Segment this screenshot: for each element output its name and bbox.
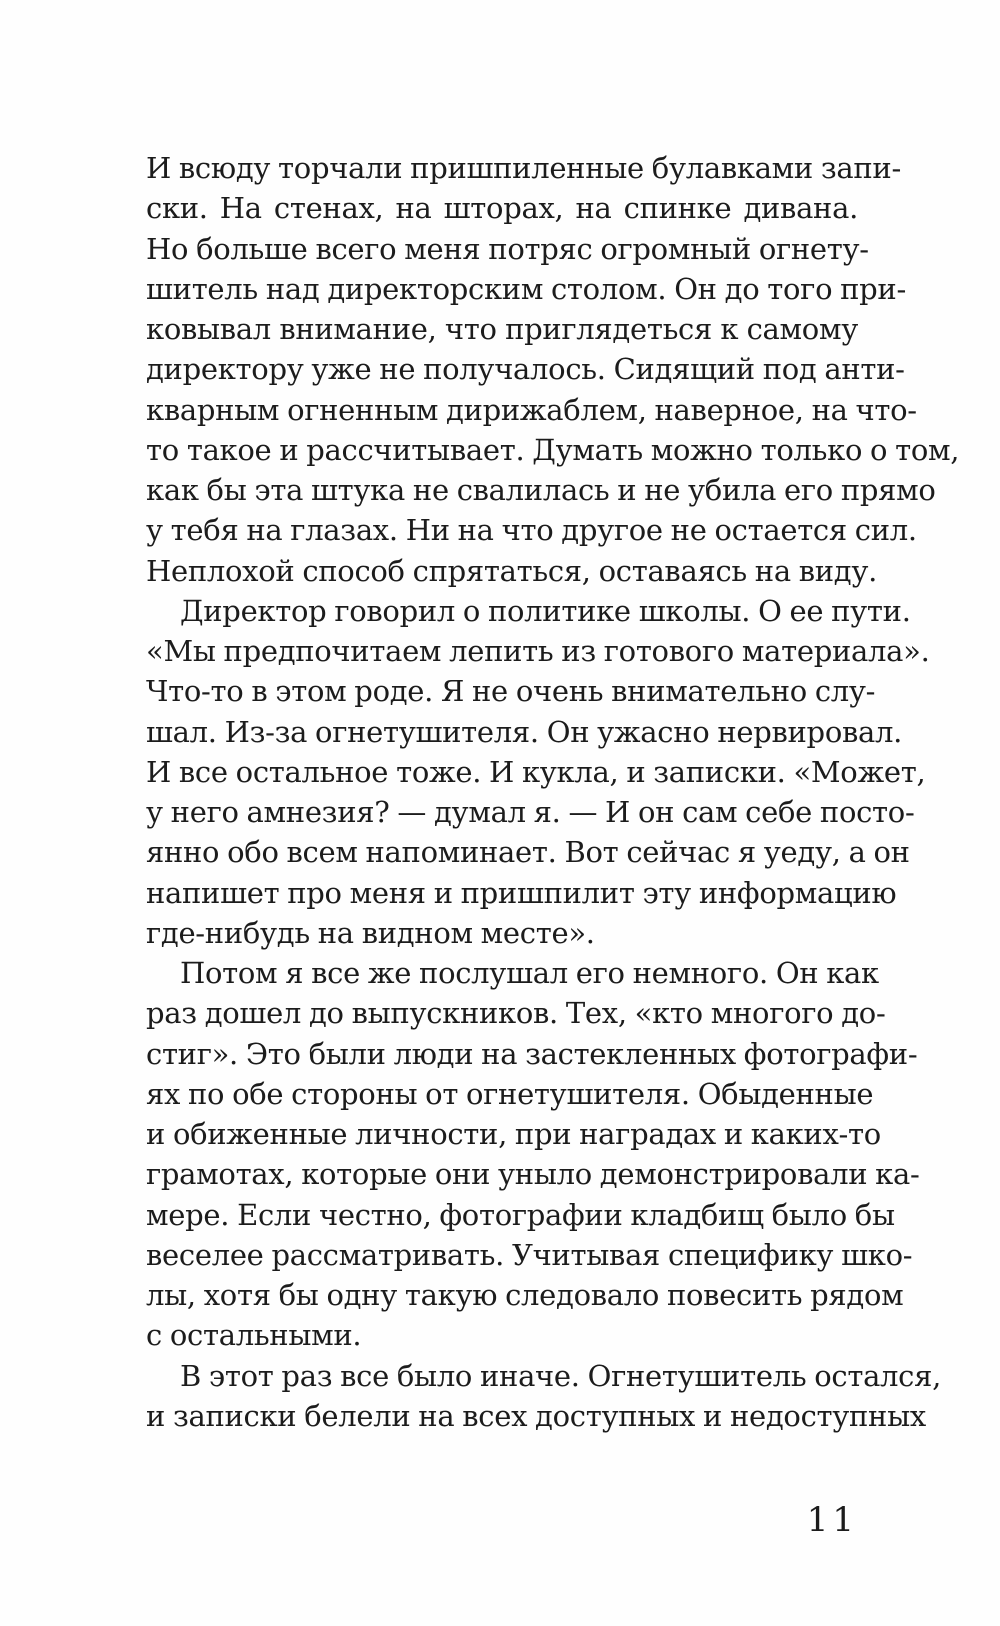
page-number: 11 — [806, 1500, 858, 1540]
text-line: директору уже не получалось. Сидящий под анти- — [146, 352, 905, 387]
text-line: грамотах, которые они уныло демонстрировали ка- — [146, 1157, 920, 1192]
text-line: лы, хотя бы одну такую следовало повесить рядом — [146, 1278, 904, 1312]
paragraph — [146, 1356, 942, 1437]
text-line: Неплохой способ спрятаться, оставаясь на виду. — [146, 553, 878, 588]
text-line: Потом я все же послушал его немного. Он как — [180, 956, 879, 990]
text-line: и записки белели на всех доступных и недоступных — [146, 1398, 926, 1433]
text-line: ски. На стенах, на шторах, на спинке дивана. — [146, 191, 858, 226]
text-line: шал. Из-за огнетушителя. Он ужасно нервировал. — [146, 714, 903, 749]
text-line: янно обо всем напоминает. Вот сейчас я уеду, а он — [146, 835, 910, 870]
text-line: напишет про меня и пришпилит эту информацию — [146, 875, 897, 910]
text-line: веселее рассматривать. Учитывая специфику шко- — [146, 1237, 913, 1272]
text-line: И все остальное тоже. И кукла, и записки. «Может, — [146, 754, 926, 789]
text-line: с остальными. — [146, 1318, 362, 1353]
paragraph — [146, 591, 930, 953]
text-line: ях по обе стороны от огнетушителя. Обыденные — [146, 1076, 874, 1111]
text-line: кварным огненным дирижаблем, наверное, на что- — [146, 392, 917, 427]
text-line: В этот раз все было иначе. Огнетушитель остался, — [180, 1358, 942, 1393]
text-line: раз дошел до выпускников. Тех, «кто многого до- — [146, 996, 886, 1031]
paragraph — [146, 148, 960, 591]
text-line: у тебя на глазах. Ни на что другое не остается сил. — [146, 513, 917, 548]
text-line: то такое и рассчитывает. Думать можно только о том, — [146, 432, 960, 467]
text-line: Директор говорил о политике школы. О ее пути. — [180, 593, 911, 628]
text-line: И всюду торчали пришпиленные булавками запи- — [146, 151, 901, 185]
text-line: у него амнезия? — думал я. — И он сам себе посто- — [146, 795, 915, 829]
text-line: и обиженные личности, при наградах и каких-то — [146, 1117, 881, 1151]
paragraph — [146, 953, 920, 1356]
text-line: Что-то в этом роде. Я не очень внимательно слу- — [146, 674, 876, 709]
text-line: мере. Если честно, фотографии кладбищ было бы — [146, 1197, 895, 1232]
text-line: Но больше всего меня потряс огромный огнету- — [146, 231, 869, 266]
text-line: где-нибудь на видном месте». — [146, 915, 595, 950]
page-body-text — [146, 148, 960, 1436]
text-line: шитель над директорским столом. Он до того при- — [146, 271, 906, 306]
text-line: как бы эта штука не свалилась и не убила его прямо — [146, 473, 936, 507]
text-line: ковывал внимание, что приглядеться к самому — [146, 312, 858, 346]
text-line: стиг». Это были люди на застекленных фотографи- — [146, 1036, 918, 1071]
text-line: «Мы предпочитаем лепить из готового материала». — [146, 634, 930, 668]
